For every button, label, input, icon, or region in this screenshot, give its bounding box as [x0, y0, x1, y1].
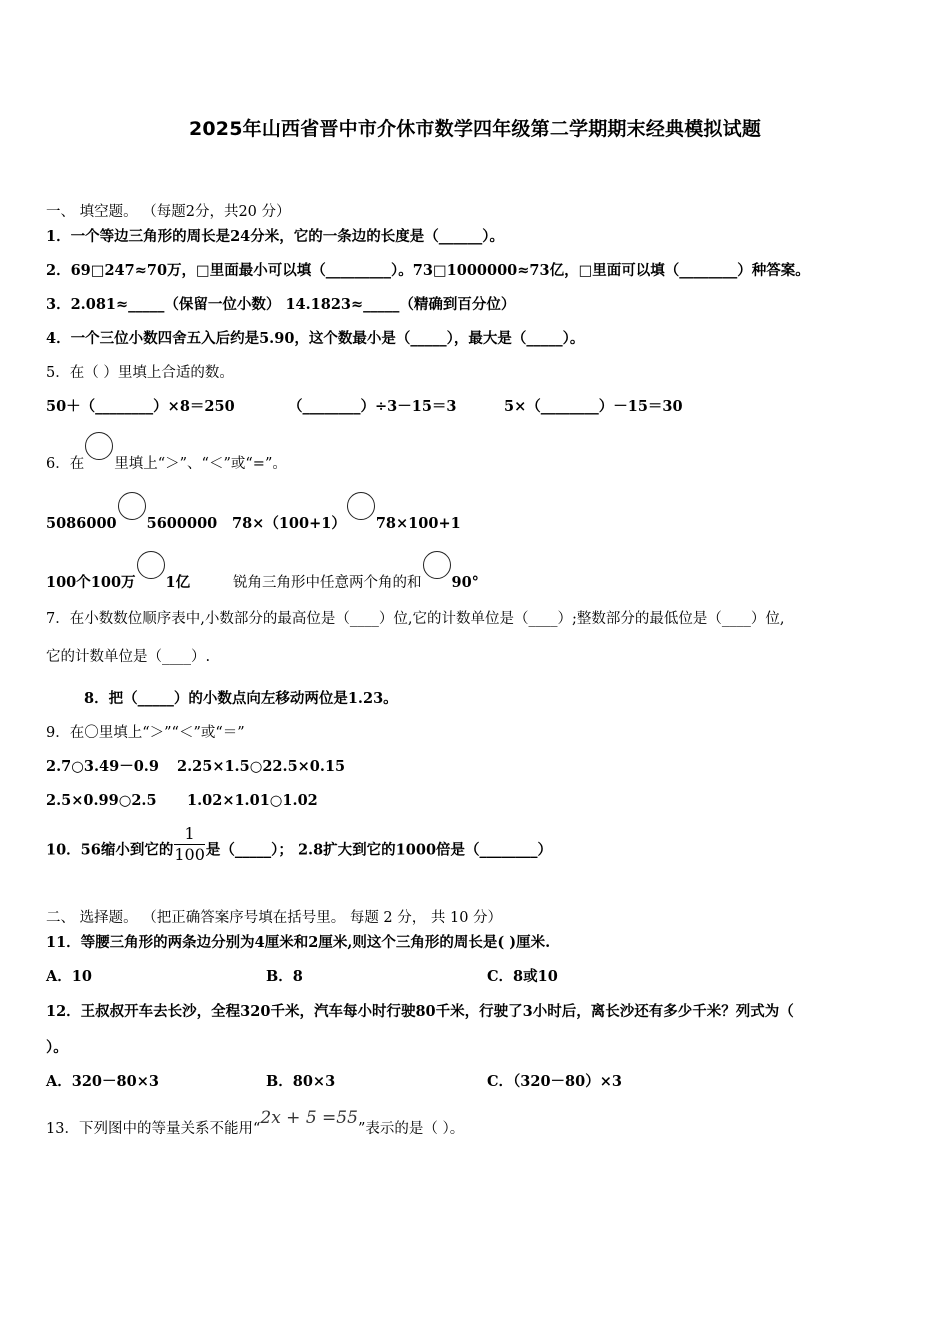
- compare-circle-icon[interactable]: [137, 551, 165, 579]
- section2-heading: 二、 选择题。 （把正确答案序号填在括号里。 每题 2 分， 共 10 分）: [46, 910, 503, 926]
- compare-circle-icon[interactable]: [423, 551, 451, 579]
- question-5-a: 50＋（________）×8＝250: [46, 398, 235, 415]
- compare-circle-icon: [85, 432, 113, 460]
- q11-option-c[interactable]: C．8或10: [487, 968, 558, 985]
- question-6-stem: [46, 444, 287, 473]
- question-6-c: [46, 563, 190, 592]
- fraction-numerator: 1: [174, 824, 205, 845]
- question-6-stem-pre: 6．在: [46, 456, 85, 472]
- question-9-a: 2.7○3.49－0.9: [46, 758, 159, 775]
- question-9-d: 1.02×1.01○1.02: [187, 792, 318, 809]
- q6-b-right: 78×100+1: [375, 515, 461, 532]
- q11-option-b[interactable]: B．8: [266, 968, 303, 985]
- question-6-b: [232, 504, 461, 533]
- question-5-stem: 5．在（ ）里填上合适的数。: [46, 365, 234, 381]
- question-10: [46, 824, 553, 871]
- question-5-b: （________）÷3－15＝3: [288, 398, 457, 415]
- compare-circle-icon[interactable]: [118, 492, 146, 520]
- equation: 2x + 5 =55: [260, 1108, 358, 1128]
- question-12-line1: 12．王叔叔开车去长沙，全程320千米，汽车每小时行驶80千米，行驶了3小时后，离长沙还有多少千米？列式为（: [46, 1003, 794, 1020]
- q6-a-left: 5086000: [46, 515, 117, 532]
- question-11-stem: 11．等腰三角形的两条边分别为4厘米和2厘米,则这个三角形的周长是( )厘米.: [46, 934, 551, 951]
- question-5-c: 5×（________）－15＝30: [504, 398, 683, 415]
- question-4: 4．一个三位小数四舍五入后约是5.90，这个数最小是（_____），最大是（_____）。: [46, 330, 585, 347]
- question-1: 1．一个等边三角形的周长是24分米，它的一条边的长度是（______）。: [46, 228, 505, 245]
- q6-d-left: 锐角三角形中任意两个角的和: [233, 575, 422, 591]
- question-2: 2．69□247≈70万，□里面最小可以填（_________）。73□1000000≈73亿，□里面可以填（________）种答案。: [46, 262, 810, 279]
- q6-b-left: 78×（100+1）: [232, 515, 346, 532]
- q6-d-right: 90°: [451, 574, 479, 591]
- question-9-stem: 9．在〇里填上“＞”“＜”或“＝”: [46, 725, 245, 741]
- section1-heading: 一、 填空题。 （每题2分，共20 分）: [46, 204, 291, 220]
- page-title: 2025年山西省晋中市介休市数学四年级第二学期期末经典模拟试题: [188, 118, 762, 140]
- q6-a-right: 5600000: [146, 515, 218, 532]
- question-9-b: 2.25×1.5○22.5×0.15: [177, 758, 346, 775]
- question-13: [46, 1108, 465, 1138]
- question-6-a: [46, 504, 217, 533]
- question-6-d: [233, 563, 479, 592]
- question-8: 8．把（_____）的小数点向左移动两位是1.23。: [84, 690, 398, 707]
- fraction: [174, 824, 205, 865]
- q13-post: ”表示的是（ ）。: [357, 1121, 465, 1137]
- question-6-stem-post: 里填上“＞”、“＜”或“=”。: [114, 456, 287, 472]
- question-7-line1: 7．在小数数位顺序表中,小数部分的最高位是（____）位,它的计数单位是（____）;整数部分的最低位是（____）位,: [46, 611, 785, 627]
- q11-option-a[interactable]: A．10: [46, 968, 92, 985]
- q12-option-b[interactable]: B．80×3: [266, 1073, 336, 1090]
- question-7-line2: 它的计数单位是（____）.: [46, 649, 211, 665]
- q10-post: 是（_____）； 2.8扩大到它的1000倍是（________）: [205, 841, 553, 859]
- q12-option-a[interactable]: A．320－80×3: [46, 1073, 159, 1090]
- q12-option-c[interactable]: C．（320－80）×3: [487, 1073, 622, 1090]
- question-9-c: 2.5×0.99○2.5: [46, 792, 157, 809]
- q6-c-right: 1亿: [165, 574, 191, 591]
- compare-circle-icon[interactable]: [347, 492, 375, 520]
- q6-c-left: 100个100万: [46, 574, 136, 591]
- q13-pre: 13．下列图中的等量关系不能用“: [46, 1121, 261, 1137]
- q10-pre: 10．56缩小到它的: [46, 841, 174, 859]
- fraction-denominator: 100: [174, 845, 205, 864]
- question-3: 3．2.081≈_____（保留一位小数） 14.1823≈_____（精确到百分位）: [46, 296, 516, 313]
- question-12-line2: ）。: [46, 1039, 68, 1056]
